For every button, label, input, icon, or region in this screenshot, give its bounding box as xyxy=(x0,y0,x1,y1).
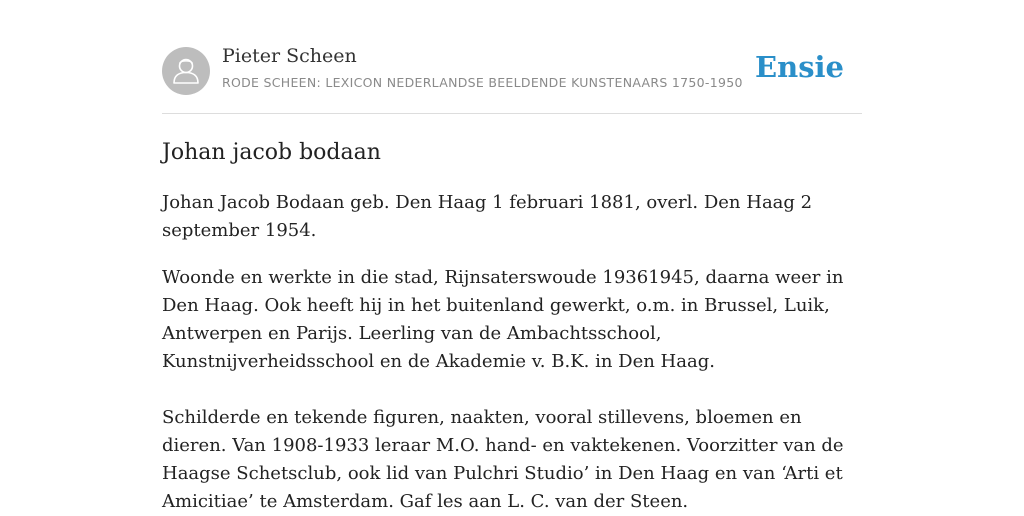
page-container xyxy=(162,0,862,516)
article-paragraph: Schilderde en tekende figuren, naakten, vooral stillevens, bloemen en dieren. Van 1908-1933 leraar M.O. hand- en vaktekenen. Voorzitter van de Haagse Schetsclub, ook lid van Pulchri Studio’ in Den Haag en van ‘Arti et Amicitiae’ te Amsterdam. Gaf les aan L. C. van der Steen. xyxy=(162,407,844,513)
article-paragraph: Woonde en werkte in die stad, Rijnsaterswoude 19361945, daarna weer in Den Haag. Ook heeft hij in het buitenland gewerkt, o.m. in Brussel, Luik, Antwerpen en Parijs. Leerling van de Ambachtsschool, Kunstnijverheidsschool en de Akademie v. B.K. in Den Haag. xyxy=(162,267,844,373)
avatar[interactable] xyxy=(162,47,210,95)
user-icon xyxy=(162,47,210,95)
article-header xyxy=(162,0,862,114)
source-label: RODE SCHEEN: LEXICON NEDERLANDSE BEELDENDE KUNSTENAARS 1750-1950 xyxy=(222,75,743,90)
article-paragraph: Johan Jacob Bodaan geb. Den Haag 1 februari 1881, overl. Den Haag 2 september 1954. xyxy=(162,192,813,242)
article-body xyxy=(162,189,862,516)
ensie-logo[interactable]: Ensie xyxy=(755,50,844,84)
author-name-link[interactable]: Pieter Scheen xyxy=(222,45,357,67)
article-title: Johan jacob bodaan xyxy=(162,140,381,165)
